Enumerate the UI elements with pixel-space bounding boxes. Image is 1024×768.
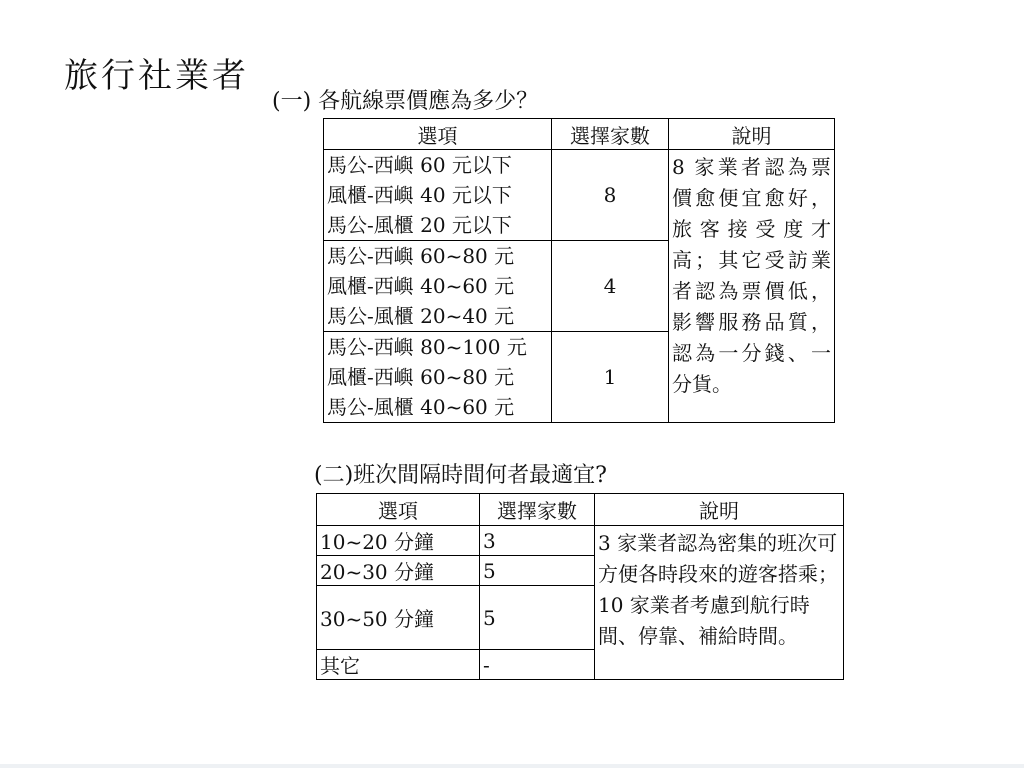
section1-heading: (一) 各航線票價應為多少？ [272, 89, 539, 114]
option-line: 風櫃-西嶼 40~60 元 [327, 274, 515, 298]
bottom-band [0, 764, 1024, 768]
option-cell [324, 332, 552, 423]
count-cell: 8 [552, 150, 669, 241]
count-cell: 1 [552, 332, 669, 423]
option-cell: 20~30 分鐘 [317, 556, 480, 586]
frequency-table [316, 493, 844, 680]
count-cell: 5 [480, 556, 595, 586]
count-cell: 4 [552, 241, 669, 332]
option-line: 馬公-風櫃 20 元以下 [327, 213, 512, 237]
count-cell: - [480, 650, 595, 680]
option-line: 風櫃-西嶼 40 元以下 [327, 183, 512, 207]
column-header-count: 選擇家數 [480, 494, 595, 526]
column-header-option: 選項 [324, 119, 552, 150]
description-cell: 8 家業者認為票價愈便宜愈好，旅客接受度才高；其它受訪業者認為票價低，影響服務品質，認為一分錢、一分貨。 [669, 150, 835, 423]
column-header-option: 選項 [317, 494, 480, 526]
option-cell: 10~20 分鐘 [317, 526, 480, 556]
description-cell: 3 家業者認為密集的班次可方便各時段來的遊客搭乘；10 家業者考慮到航行時間、停靠、補給時間。 [595, 526, 844, 680]
column-header-count: 選擇家數 [552, 119, 669, 150]
count-cell: 3 [480, 526, 595, 556]
section2-heading: (二)班次間隔時間何者最適宜? [314, 463, 607, 488]
column-header-description: 說明 [595, 494, 844, 526]
option-line: 馬公-西嶼 60~80 元 [327, 244, 515, 268]
option-line: 馬公-西嶼 80~100 元 [327, 335, 527, 359]
option-cell [324, 241, 552, 332]
table-header-row [324, 119, 835, 150]
slide-title: 旅行社業者 [64, 56, 249, 96]
option-cell: 其它 [317, 650, 480, 680]
column-header-description: 說明 [669, 119, 835, 150]
table-header-row [317, 494, 844, 526]
option-cell: 30~50 分鐘 [317, 586, 480, 650]
option-line: 馬公-風櫃 40~60 元 [327, 395, 515, 419]
table-row [324, 150, 835, 241]
option-line: 風櫃-西嶼 60~80 元 [327, 365, 515, 389]
option-line: 馬公-風櫃 20~40 元 [327, 304, 515, 328]
fare-table [323, 118, 835, 423]
count-cell: 5 [480, 586, 595, 650]
option-cell [324, 150, 552, 241]
option-line: 馬公-西嶼 60 元以下 [327, 153, 512, 177]
table-row [317, 526, 844, 556]
